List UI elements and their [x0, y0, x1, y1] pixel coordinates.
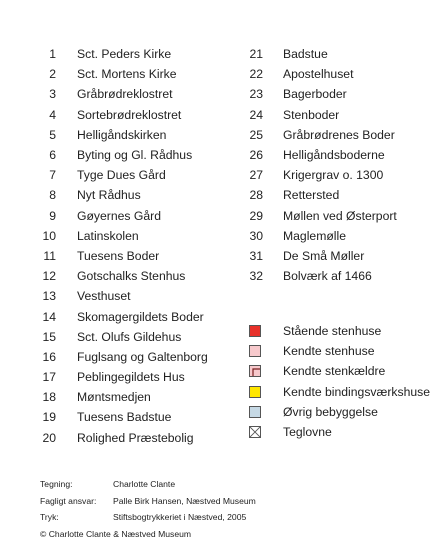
item-number: 3 — [49, 87, 56, 102]
item-number: 23 — [249, 87, 263, 102]
list-item — [30, 387, 240, 407]
item-name: Sortebrødreklostret — [77, 107, 182, 122]
list-item — [246, 145, 446, 165]
item-number: 10 — [42, 228, 56, 243]
credit-role: Tegning: — [40, 479, 73, 490]
list-item — [30, 246, 240, 266]
list-item — [30, 347, 240, 367]
key-label: Kendte bindingsværkshuse — [283, 384, 431, 399]
symbol-key — [249, 321, 447, 442]
list-item — [30, 185, 240, 205]
blue-square-icon — [249, 406, 261, 418]
item-name: Bolværk af 1466 — [283, 269, 372, 284]
item-name: Gotschalks Stenhus — [77, 269, 186, 284]
item-name: Bagerboder — [283, 87, 347, 102]
key-label: Kendte stenhuse — [283, 344, 375, 359]
list-item — [30, 428, 240, 448]
item-number: 22 — [249, 67, 263, 82]
item-number: 31 — [249, 248, 263, 263]
yellow-square-icon — [249, 386, 261, 398]
key-item — [249, 341, 447, 361]
item-number: 19 — [42, 410, 56, 425]
item-name: Sct. Olufs Gildehus — [77, 329, 182, 344]
item-number: 11 — [43, 248, 56, 263]
cellar-outline-icon — [249, 365, 261, 377]
item-name: Latinskolen — [77, 228, 139, 243]
credit-value: Stiftsbogtrykkeriet i Næstved, 2005 — [113, 512, 247, 523]
list-item — [30, 64, 240, 84]
item-number: 6 — [49, 148, 56, 163]
list-item — [30, 306, 240, 326]
list-item — [30, 125, 240, 145]
item-name: Tuesens Boder — [77, 248, 160, 263]
list-item — [246, 105, 446, 125]
list-item — [246, 246, 446, 266]
item-number: 2 — [49, 67, 56, 82]
credit-role: Tryk: — [40, 512, 59, 523]
item-number: 9 — [49, 208, 56, 223]
credit-line — [40, 476, 256, 493]
item-name: Skomagergildets Boder — [77, 309, 204, 324]
item-number: 30 — [249, 228, 263, 243]
item-name: Gråbrødrenes Boder — [283, 127, 395, 142]
credits — [40, 476, 256, 526]
list-item — [246, 206, 446, 226]
item-number: 7 — [49, 168, 56, 183]
building-list-right — [246, 44, 446, 286]
item-name: Fuglsang og Galtenborg — [77, 349, 208, 364]
list-item — [30, 105, 240, 125]
list-item — [30, 84, 240, 104]
list-item — [30, 145, 240, 165]
credit-value: Palle Birk Hansen, Næstved Museum — [113, 495, 256, 506]
key-item — [249, 422, 447, 442]
item-number: 29 — [249, 208, 263, 223]
item-number: 28 — [249, 188, 263, 203]
list-item — [246, 125, 446, 145]
red-square-icon — [249, 325, 261, 337]
item-name: Byting og Gl. Rådhus — [77, 148, 193, 163]
item-number: 4 — [49, 107, 56, 122]
building-list-left — [30, 44, 240, 448]
credit-role: Fagligt ansvar: — [40, 495, 97, 506]
item-name: Tuesens Badstue — [77, 410, 172, 425]
list-item — [30, 286, 240, 306]
key-item — [249, 361, 447, 381]
item-name: Krigergrav o. 1300 — [283, 168, 384, 183]
item-number: 25 — [249, 127, 263, 142]
key-item — [249, 382, 447, 402]
item-number: 8 — [49, 188, 56, 203]
list-item — [30, 266, 240, 286]
item-name: Peblingegildets Hus — [77, 370, 185, 385]
list-item — [30, 206, 240, 226]
list-item — [30, 44, 240, 64]
item-number: 32 — [249, 269, 263, 284]
list-item — [246, 266, 446, 286]
key-label: Stående stenhuse — [283, 324, 382, 339]
item-number: 14 — [42, 309, 56, 324]
item-number: 13 — [42, 289, 56, 304]
credit-line — [40, 493, 256, 510]
credit-line — [40, 509, 256, 526]
item-name: Rettersted — [283, 188, 340, 203]
item-number: 1 — [49, 47, 56, 62]
key-label: Teglovne — [283, 425, 332, 440]
item-number: 12 — [42, 269, 56, 284]
item-number: 27 — [249, 168, 263, 183]
item-name: Helligåndsboderne — [283, 148, 385, 163]
item-name: Gråbrødreklostret — [77, 87, 173, 102]
key-label: Øvrig bebyggelse — [283, 404, 378, 419]
item-name: Vesthuset — [77, 289, 131, 304]
item-name: Gøyernes Gård — [77, 208, 161, 223]
copyright-notice: © Charlotte Clante & Næstved Museum — [40, 529, 192, 539]
list-item — [246, 64, 446, 84]
item-name: Møllen ved Østerport — [283, 208, 397, 223]
pink-square-icon — [249, 345, 261, 357]
key-label: Kendte stenkældre — [283, 364, 386, 379]
list-item — [246, 226, 446, 246]
crossed-square-icon — [249, 426, 261, 438]
item-name: Stenboder — [283, 107, 340, 122]
credit-value: Charlotte Clante — [113, 479, 176, 490]
item-name: Helligåndskirken — [77, 127, 167, 142]
item-name: De Små Møller — [283, 248, 365, 263]
item-number: 21 — [249, 47, 263, 62]
list-item — [30, 407, 240, 427]
item-number: 5 — [49, 127, 56, 142]
list-item — [30, 327, 240, 347]
list-item — [246, 165, 446, 185]
list-item — [30, 226, 240, 246]
item-number: 24 — [249, 107, 263, 122]
item-name: Rolighed Præstebolig — [77, 430, 194, 445]
list-item — [30, 367, 240, 387]
item-number: 16 — [42, 349, 56, 364]
item-name: Apostelhuset — [283, 67, 354, 82]
item-number: 26 — [249, 148, 263, 163]
item-name: Badstue — [283, 47, 328, 62]
item-number: 20 — [42, 430, 56, 445]
list-item — [246, 44, 446, 64]
item-name: Møntsmedjen — [77, 390, 151, 405]
key-item — [249, 402, 447, 422]
item-name: Tyge Dues Gård — [77, 168, 166, 183]
item-number: 15 — [42, 329, 56, 344]
list-item — [246, 84, 446, 104]
item-name: Maglemølle — [283, 228, 346, 243]
list-item — [30, 165, 240, 185]
item-name: Sct. Peders Kirke — [77, 47, 172, 62]
item-name: Sct. Mortens Kirke — [77, 67, 177, 82]
list-item — [246, 185, 446, 205]
key-item — [249, 321, 447, 341]
item-number: 18 — [42, 390, 56, 405]
item-number: 17 — [42, 370, 56, 385]
item-name: Nyt Rådhus — [77, 188, 141, 203]
